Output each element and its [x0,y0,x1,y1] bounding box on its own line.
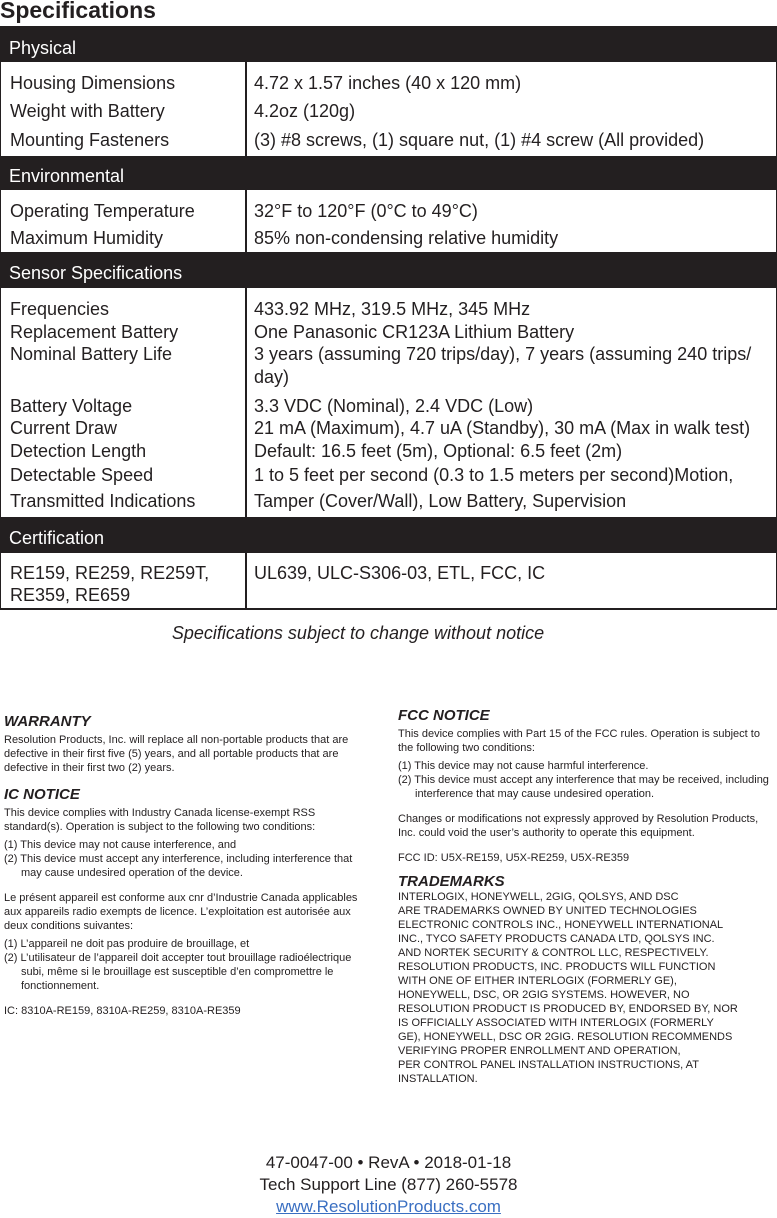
spec-value: 21 mA (Maximum), 4.7 uA (Standby), 30 mA (Max in walk test) [254,418,751,438]
ic-notice-french-intro: Le présent appareil est conforme aux cnr d’Industrie Canada applicables aux appareils radio exempts de licence. L’exploitation est autorisée aux deux conditions suivantes: [4,892,358,932]
trademarks-line: GE), HONEYWELL, DSC OR 2GIG. RESOLUTION RECOMMENDS [398,1031,733,1043]
spec-label: Detection Length [10,441,147,461]
spec-label: Mounting Fasteners [10,130,170,150]
spec-value-continued: day) [254,367,290,387]
column-divider [245,190,247,252]
cert-models-line1: RE159, RE259, RE259T, [10,563,210,583]
section-header-certification [0,517,777,553]
section-body-physical [0,62,777,156]
tech-support-line: Tech Support Line (877) 260-5578 [259,1175,518,1194]
ic-notice-item: (2) This device must accept any interference, including interference that may cause undesired operation of the device. [4,853,353,879]
fcc-notice-intro: This device complies with Part 15 of the FCC rules. Operation is subject to the following two conditions: [398,728,760,754]
spec-value: 85% non-condensing relative humidity [254,228,559,248]
document-number: 47-0047-00 • RevA • 2018-01-18 [265,1153,512,1172]
spec-label: Maximum Humidity [10,228,164,248]
trademarks-line: IS OFFICIALLY ASSOCIATED WITH INTERLOGIX (FORMERLY [398,1017,714,1029]
spec-label: Nominal Battery Life [10,344,173,364]
section-header-label: Certification [9,528,105,548]
spec-value: 433.92 MHz, 319.5 MHz, 345 MHz [254,299,531,319]
ic-notice-title: IC NOTICE [4,786,80,803]
spec-label: Transmitted Indications [10,491,196,511]
warranty-title: WARRANTY [4,713,91,730]
section-body-environmental [0,190,777,252]
spec-table [0,26,777,610]
spec-value: Default: 16.5 feet (5m), Optional: 6.5 feet (2m) [254,441,623,461]
spec-label: Housing Dimensions [10,73,176,93]
trademarks-line: PER CONTROL PANEL INSTALLATION INSTRUCTIONS, AT [398,1059,699,1071]
trademarks-line: HONEYWELL, DSC, OR 2GIG SYSTEMS. HOWEVER, NO [398,989,690,1001]
section-header-label: Sensor Specifications [9,263,183,283]
section-header-sensor [0,252,777,288]
spec-value: 3.3 VDC (Nominal), 2.4 VDC (Low) [254,396,534,416]
page-title: Specifications [0,0,156,23]
trademarks-line: RESOLUTION PRODUCT IS PRODUCED BY, ENDORSED BY, NOR [398,1003,738,1015]
section-body-certification [0,553,777,610]
spec-value: One Panasonic CR123A Lithium Battery [254,322,575,342]
column-divider [245,553,247,610]
ic-notice-french-item: (2) L’utilisateur de l’appareil doit accepter tout brouillage radioélectrique subi, même si le brouillage est susceptible d’en compromettre le fonctionnement. [4,952,352,992]
section-body-sensor [0,288,777,517]
section-header-environmental [0,156,777,190]
spec-value: 4.2oz (120g) [254,101,356,121]
ic-id: IC: 8310A-RE159, 8310A-RE259, 8310A-RE359 [4,1005,241,1017]
trademarks-line: VERIFYING PROPER ENROLLMENT AND OPERATION, [398,1045,681,1057]
spec-value: (3) #8 screws, (1) square nut, (1) #4 screw (All provided) [254,130,705,150]
spec-value: 4.72 x 1.57 inches (40 x 120 mm) [254,73,522,93]
spec-label: Current Draw [10,418,118,438]
section-header-label: Physical [9,38,77,58]
trademarks-line: RESOLUTION PRODUCTS, INC. PRODUCTS WILL FUNCTION [398,961,716,973]
spec-value: 3 years (assuming 720 trips/day), 7 years (assuming 240 trips/ [254,344,752,364]
spec-value: Tamper (Cover/Wall), Low Battery, Supervision [254,491,627,511]
spec-value: 32°F to 120°F (0°C to 49°C) [254,201,478,221]
left-notices [4,713,364,1018]
spec-label: Operating Temperature [10,201,195,221]
spec-label: Frequencies [10,299,110,319]
section-header-label: Environmental [9,166,125,186]
section-header-physical [0,26,777,62]
fcc-changes-warning: Changes or modifications not expressly approved by Resolution Products, Inc. could void the user’s authority to operate this equipment. [398,813,759,839]
spec-value: 1 to 5 feet per second (0.3 to 1.5 meters per second)Motion, [254,465,734,485]
cert-models-line2: RE359, RE659 [10,585,131,605]
fcc-notice-item: (2) This device must accept any interference that may be received, including interference that may cause undesired operation. [398,774,769,800]
website-link[interactable]: www.ResolutionProducts.com [276,1197,501,1216]
spec-label: Weight with Battery [10,101,165,121]
cert-standards: UL639, ULC-S306-03, ETL, FCC, IC [254,563,546,583]
specifications-disclaimer: Specifications subject to change without notice [171,623,545,643]
fcc-notice-item: (1) This device may not cause harmful interference. [398,760,649,772]
column-divider [245,62,247,156]
fcc-id: FCC ID: U5X-RE159, U5X-RE259, U5X-RE359 [398,852,630,864]
ic-notice-item: (1) This device may not cause interference, and [4,839,237,851]
footer [0,1152,777,1218]
trademarks-line: INTERLOGIX, HONEYWELL, 2GIG, QOLSYS, AND DSC [398,891,679,903]
trademarks-line: ELECTRONIC CONTROLS INC., HONEYWELL INTERNATIONAL [398,919,724,931]
trademarks-body [398,890,770,1086]
column-divider [245,288,247,517]
spec-label: Battery Voltage [10,396,133,416]
ic-notice-french-item: (1) L’appareil ne doit pas produire de brouillage, et [4,938,250,950]
ic-notice-intro: This device complies with Industry Canada license-exempt RSS standard(s). Operation is subject to the following two conditions: [4,807,316,833]
warranty-body: Resolution Products, Inc. will replace all non-portable products that are defective in their first five (5) years, and all portable products that are defective in their first two (2) years. [4,734,349,774]
trademarks-line: ARE TRADEMARKS OWNED BY UNITED TECHNOLOGIES [398,905,697,917]
trademarks-line: WITH ONE OF EITHER INTERLOGIX (FORMERLY GE), [398,975,677,987]
right-notices [398,707,770,1086]
trademarks-title: TRADEMARKS [398,873,505,890]
table-bottom-border [0,608,777,610]
spec-label: Replacement Battery [10,322,179,342]
spec-label: Detectable Speed [10,465,154,485]
trademarks-line: INC., TYCO SAFETY PRODUCTS CANADA LTD, QOLSYS INC. [398,933,715,945]
trademarks-line: INSTALLATION. [398,1073,478,1085]
trademarks-line: AND NORTEK SECURITY & CONTROL LLC, RESPECTIVELY. [398,947,709,959]
fcc-notice-title: FCC NOTICE [398,707,490,724]
